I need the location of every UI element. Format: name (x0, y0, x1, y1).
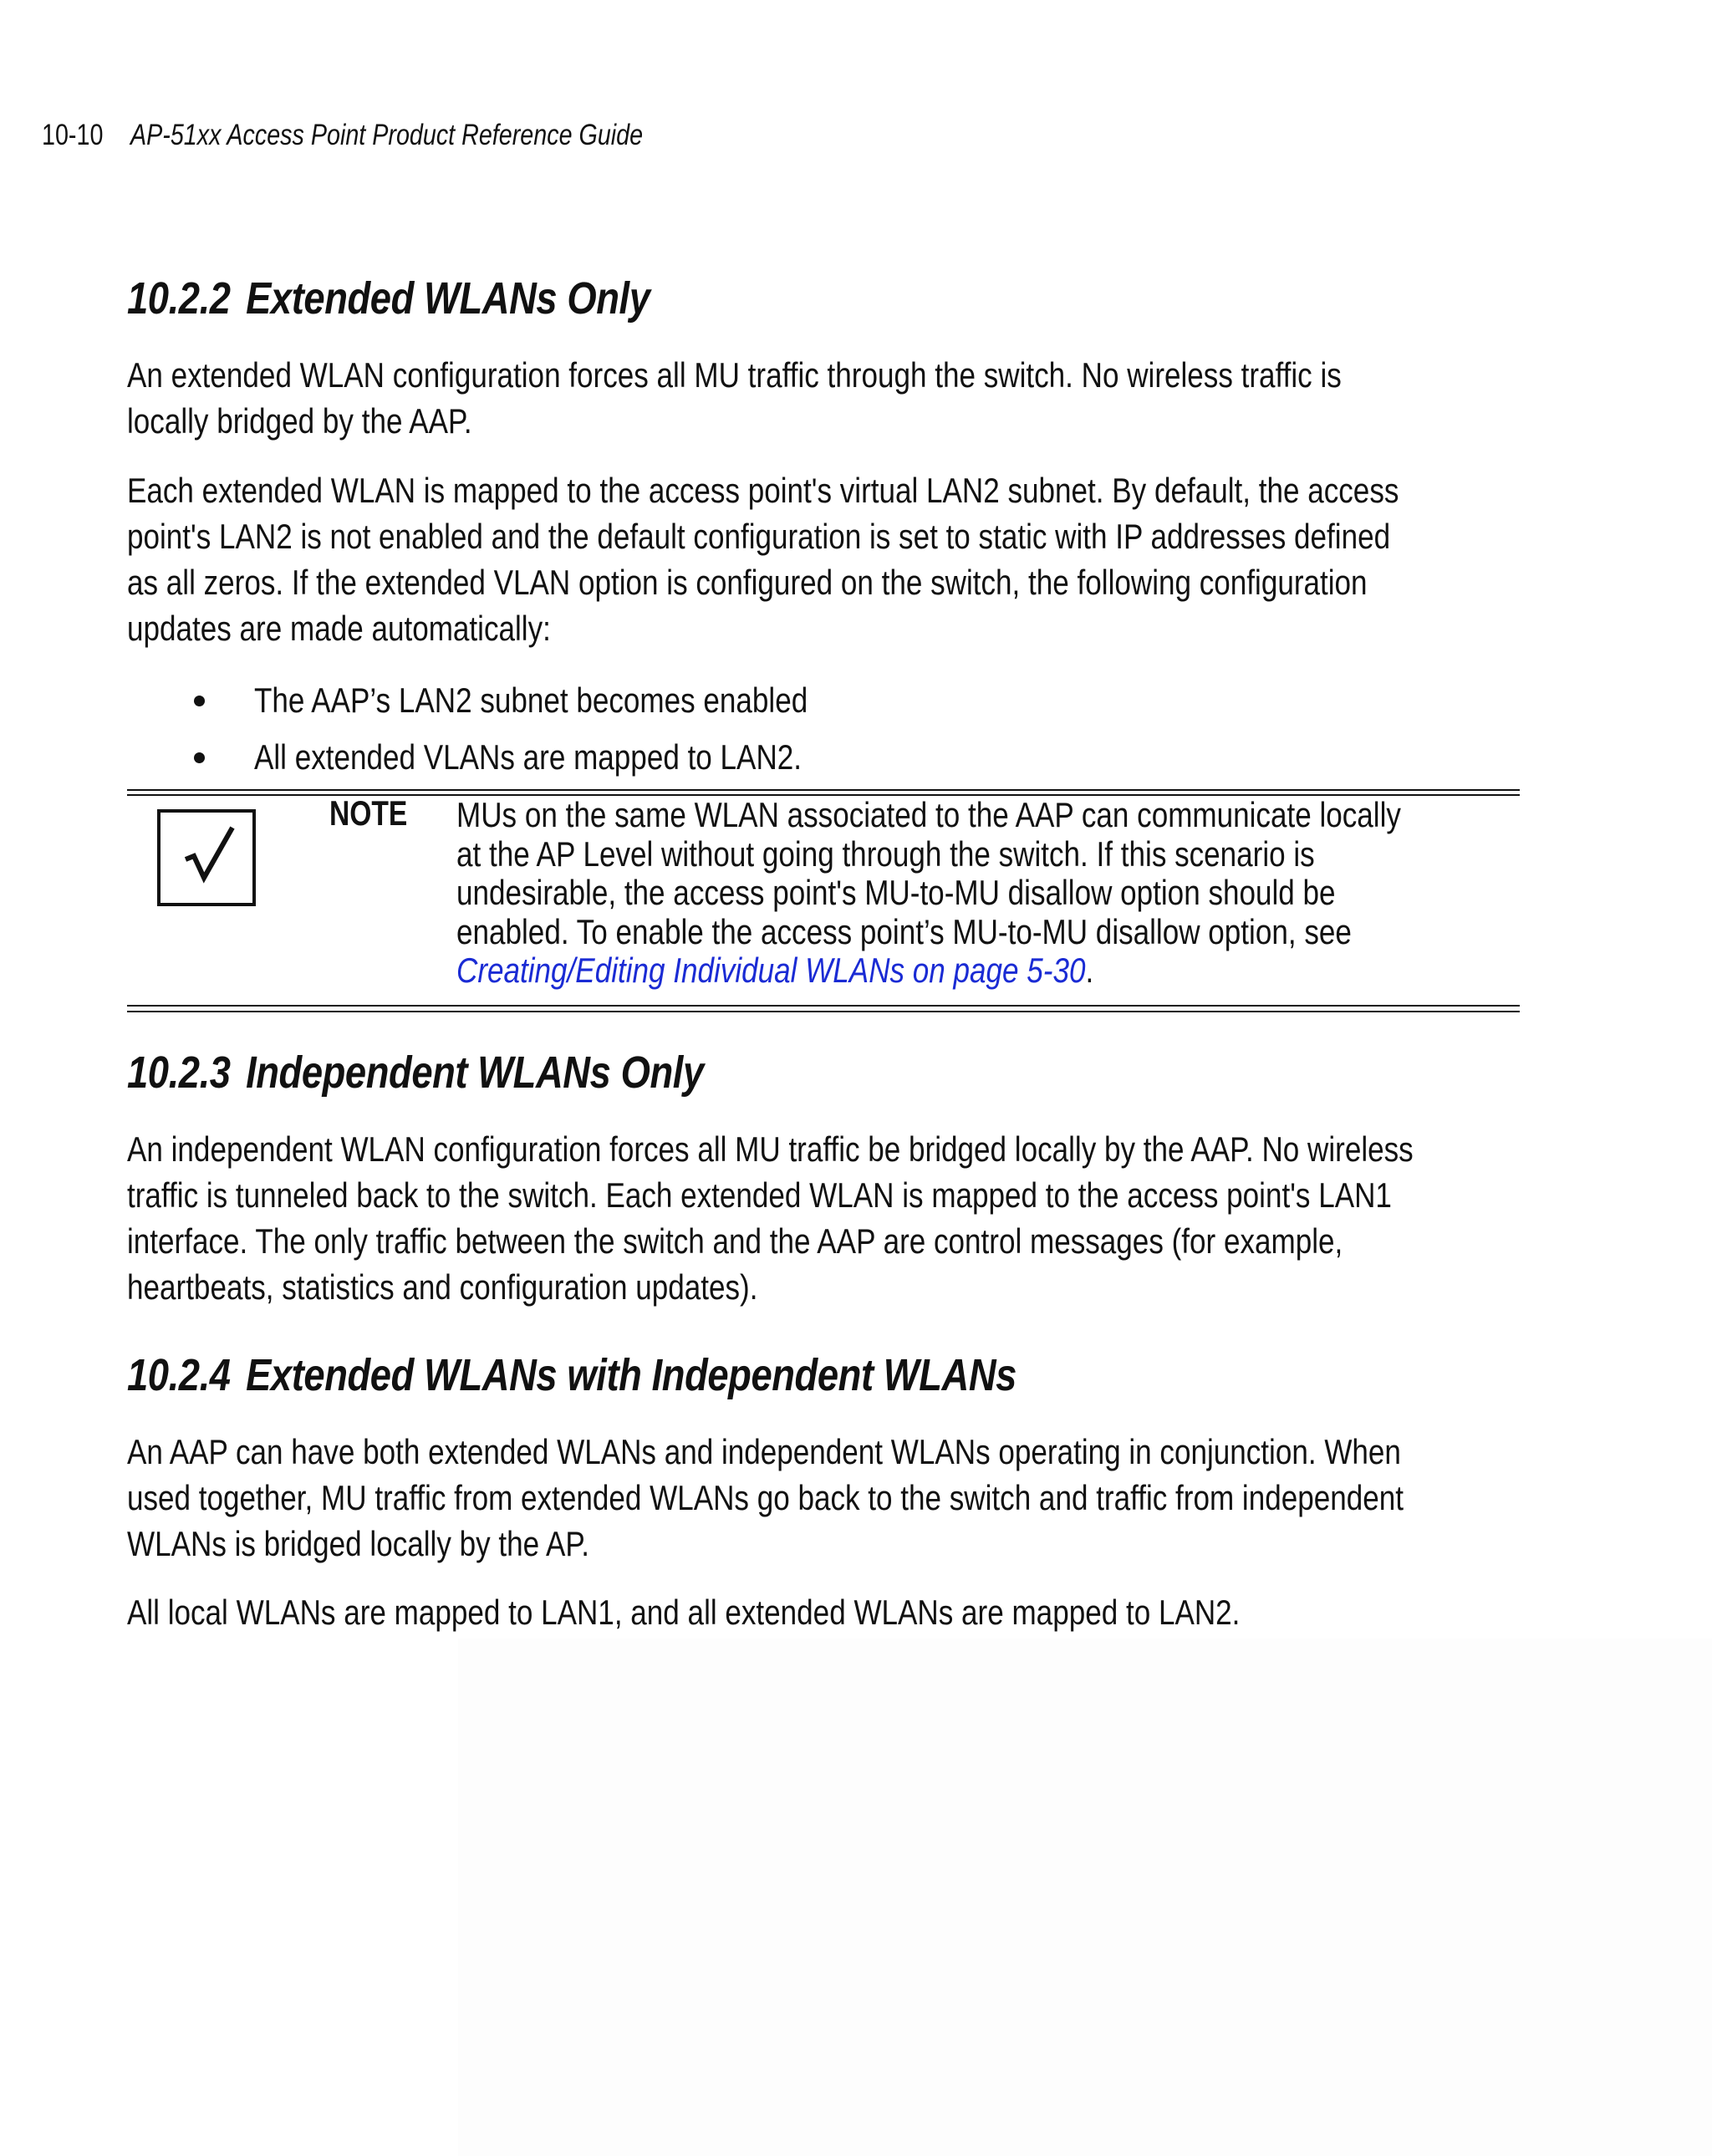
list-item-text: All extended VLANs are mapped to LAN2. (254, 737, 802, 777)
checkmark-icon (157, 809, 256, 906)
text-line: Each extended WLAN is mapped to the access point's virtual LAN2 subnet. By default, the access (127, 471, 1399, 510)
list-item (194, 672, 917, 729)
running-header (42, 119, 643, 152)
bullet-list (194, 672, 917, 786)
text-line: An independent WLAN configuration forces all MU traffic be bridged locally by the AAP. No wireless (127, 1129, 1414, 1169)
text-line: point's LAN2 is not enabled and the default configuration is set to static with IP addresses defined (127, 517, 1391, 556)
list-item-text: The AAP’s LAN2 subnet becomes enabled (254, 680, 808, 720)
page-shade (458, 1639, 1712, 2156)
text-line: undesirable, the access point's MU-to-MU disallow option should be (456, 873, 1336, 912)
paragraph (127, 467, 1523, 651)
cross-reference-link[interactable]: Creating/Editing Individual WLANs on page 5-30 (456, 951, 1086, 990)
paragraph (127, 1589, 1523, 1635)
page-number: 10-10 (42, 119, 104, 151)
text-line: enabled. To enable the access point’s MU-to-MU disallow option, see (456, 911, 1352, 951)
section-heading-10-2-4 (127, 1350, 1016, 1400)
section-number: 10.2.3 (127, 1047, 231, 1098)
text-line: WLANs is bridged locally by the AP. (127, 1524, 589, 1563)
bullet-icon (194, 752, 205, 763)
text-line: locally bridged by the AAP. (127, 401, 472, 441)
bullet-icon (194, 696, 205, 706)
text-line: MUs on the same WLAN associated to the AAP can communicate locally (456, 795, 1401, 834)
paragraph (127, 1429, 1523, 1567)
text-line: at the AP Level without going through the switch. If this scenario is (456, 833, 1315, 874)
note-bottom-rule (127, 1011, 1520, 1012)
note-text (456, 796, 1712, 991)
paragraph (127, 1126, 1523, 1310)
section-title: Extended WLANs with Independent WLANs (246, 1350, 1016, 1400)
note-label: NOTE (329, 793, 408, 833)
paragraph (127, 352, 1523, 444)
text-line: An AAP can have both extended WLANs and independent WLANs operating in conjunction. When (127, 1432, 1401, 1471)
text-line: used together, MU traffic from extended WLANs go back to the switch and traffic from independent (127, 1478, 1404, 1517)
text-line: All local WLANs are mapped to LAN1, and all extended WLANs are mapped to LAN2. (127, 1593, 1241, 1632)
note-bottom-rule (127, 1005, 1520, 1007)
section-heading-10-2-3 (127, 1047, 704, 1098)
text-line: heartbeats, statistics and configuration updates). (127, 1267, 758, 1307)
text-line: updates are made automatically: (127, 609, 551, 648)
text-line: An extended WLAN configuration forces all MU traffic through the switch. No wireless traffic is (127, 355, 1342, 395)
list-item (194, 729, 917, 786)
section-number: 10.2.4 (127, 1350, 231, 1400)
text-line (456, 951, 1712, 991)
section-number: 10.2.2 (127, 273, 231, 324)
text-line: interface. The only traffic between the switch and the AAP are control messages (for example, (127, 1221, 1343, 1261)
checkmark-glyph (160, 813, 252, 903)
link-suffix: . (1085, 951, 1094, 990)
section-title: Extended WLANs Only (246, 273, 650, 324)
text-line: traffic is tunneled back to the switch. Each extended WLAN is mapped to the access point's LAN1 (127, 1175, 1392, 1215)
text-line: as all zeros. If the extended VLAN option is configured on the switch, the following configuration (127, 563, 1368, 602)
document-title: AP-51xx Access Point Product Reference Guide (130, 119, 644, 151)
note-top-rule (127, 789, 1520, 791)
section-title: Independent WLANs Only (246, 1047, 704, 1098)
section-heading-10-2-2 (127, 273, 650, 324)
